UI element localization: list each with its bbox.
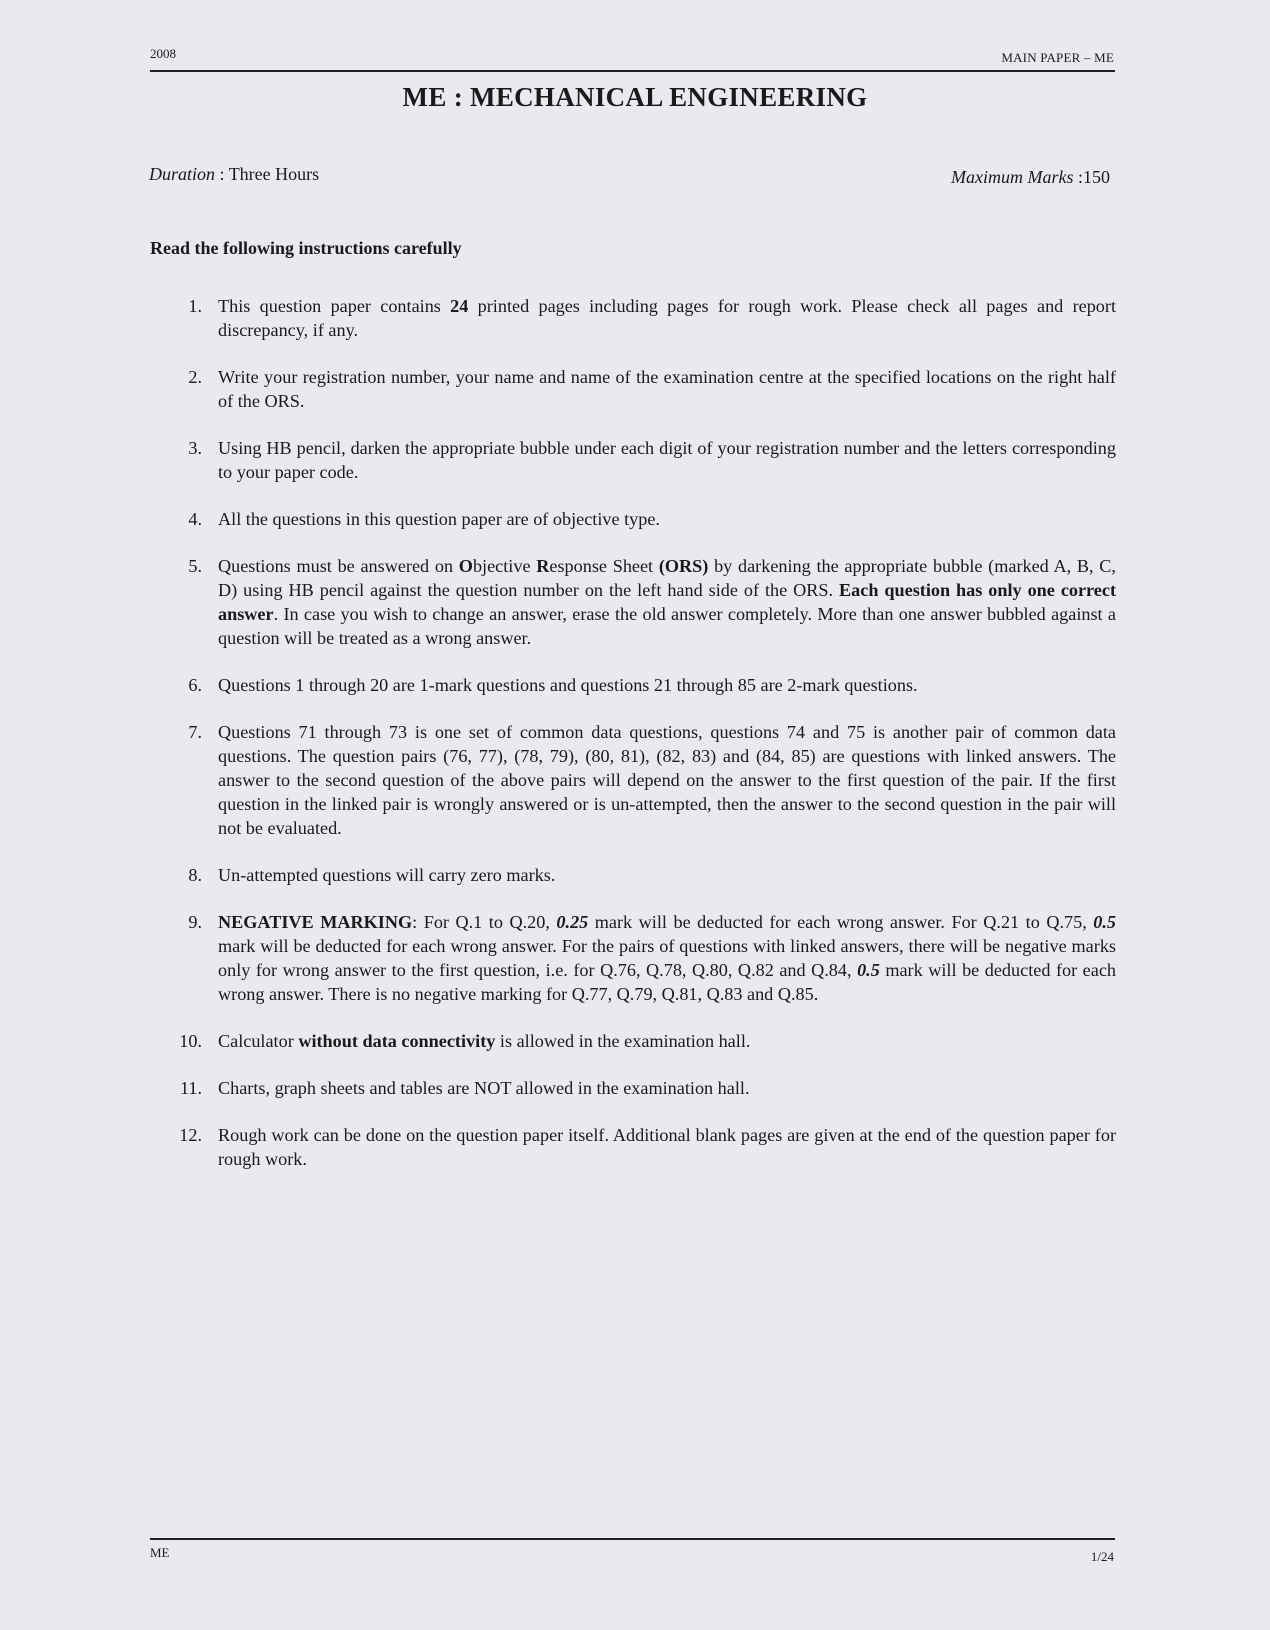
instruction-text xyxy=(218,865,555,885)
instruction-item xyxy=(150,863,1116,887)
instruction-text-part: mark will be deducted for each wrong answer. For the pairs of questions with linked answers, there will be negative marks only for wrong answer to the first question, i.e. for Q.76, Q.78, Q.80, Q.82 and Q.84, xyxy=(218,936,1116,980)
instruction-text xyxy=(218,1125,1116,1169)
instruction-number: 8. xyxy=(188,865,202,885)
instruction-text-part: This question paper contains xyxy=(218,296,451,316)
instruction-item xyxy=(150,1029,1116,1053)
instruction-item xyxy=(150,554,1116,650)
instruction-text-part: (ORS) xyxy=(658,556,709,576)
instruction-number: 11. xyxy=(179,1078,202,1098)
instruction-text-part: Each question has only one correct answer xyxy=(218,580,1117,624)
instruction-text xyxy=(218,675,918,695)
instruction-text xyxy=(218,296,1116,340)
instruction-number: 12. xyxy=(179,1125,202,1145)
instruction-text xyxy=(218,1031,750,1051)
duration-label: Duration xyxy=(149,164,216,184)
marks-value: :150 xyxy=(1073,167,1110,187)
instruction-number: 2. xyxy=(188,367,202,387)
instruction-text-part: 0.25 xyxy=(556,912,589,932)
instruction-text-part: All the questions in this question paper are of objective type. xyxy=(218,509,660,529)
instruction-number: 4. xyxy=(188,509,202,529)
instruction-text-part: Un-attempted questions will carry zero marks. xyxy=(218,865,556,885)
instruction-text xyxy=(218,438,1116,482)
duration-value: : Three Hours xyxy=(215,164,320,184)
instruction-text-part: Charts, graph sheets and tables are NOT allowed in the examination hall. xyxy=(218,1078,750,1098)
instruction-number: 6. xyxy=(188,675,202,695)
instruction-text-part: : For Q.1 to Q.20, xyxy=(412,912,557,932)
instruction-text-part: . In case you wish to change an answer, erase the old answer completely. More than one answer bubbled against a question will be treated as a wrong answer. xyxy=(218,604,1116,648)
instruction-text-part: Questions must be answered on xyxy=(218,556,459,576)
instruction-item xyxy=(150,365,1116,413)
instruction-text-part: by darkening the appropriate bubble (marked A, B, C, D) using HB pencil against the question number on the left hand side of the ORS. xyxy=(218,556,1116,600)
instruction-text xyxy=(218,367,1116,411)
page-title: ME : MECHANICAL ENGINEERING xyxy=(402,82,868,112)
instruction-text-part: Questions 71 through 73 is one set of common data questions, questions 74 and 75 is another pair of common data questions. The question pairs (76, 77), (78, 79), (80, 81), (82, 83) and (84, 85) are questions with linked answers. The answer to the second question of the above pairs will depend on the answer to the first question of the pair. If the first question in the linked pair is wrongly answered or is un-attempted, then the answer to the second question in the pair will not be evaluated. xyxy=(218,722,1116,838)
footer-code: ME xyxy=(150,1545,170,1560)
instruction-item xyxy=(150,436,1116,484)
instruction-text-part: Write your registration number, your name and name of the examination centre at the specified locations on the right half of the ORS. xyxy=(218,367,1116,411)
instruction-text xyxy=(218,556,1116,648)
instruction-text-part: R xyxy=(536,556,550,576)
footer-page-number: 1/24 xyxy=(1090,1549,1114,1564)
instruction-item xyxy=(150,910,1116,1006)
instruction-number: 5. xyxy=(188,556,202,576)
instruction-text-part: bjective xyxy=(472,556,537,576)
instruction-text-part: 0.5 xyxy=(857,960,880,980)
instruction-text-part: is allowed in the examination hall. xyxy=(495,1031,751,1051)
maximum-marks xyxy=(951,167,1110,188)
instruction-text xyxy=(218,1078,750,1098)
instruction-text xyxy=(218,912,1116,1004)
instruction-text-part: mark will be deducted for each wrong answer. There is no negative marking for Q.77, Q.79, Q.81, Q.83 and Q.85. xyxy=(218,960,1116,1004)
header-year: 2008 xyxy=(150,46,176,61)
instruction-text-part: mark will be deducted for each wrong answer. For Q.21 to Q.75, xyxy=(588,912,1094,932)
header-paper: MAIN PAPER – ME xyxy=(1001,50,1114,65)
instruction-text-part: 24 xyxy=(450,296,469,316)
instruction-text-part: Rough work can be done on the question paper itself. Additional blank pages are given at the end of the question paper for rough work. xyxy=(218,1125,1116,1169)
instruction-text-part: printed pages including pages for rough work. Please check all pages and report discrepancy, if any. xyxy=(218,296,1116,340)
instruction-number: 1. xyxy=(188,296,202,316)
instruction-text-part: Using HB pencil, darken the appropriate bubble under each digit of your registration number and the letters corresponding to your paper code. xyxy=(218,438,1116,482)
instruction-number: 7. xyxy=(188,722,202,742)
instruction-text-part: 0.5 xyxy=(1093,912,1116,932)
instruction-text-part: Calculator xyxy=(218,1031,299,1051)
instruction-text-part: NEGATIVE MARKING xyxy=(218,912,413,932)
instruction-item xyxy=(150,720,1116,840)
instruction-item xyxy=(150,294,1116,342)
instruction-item xyxy=(150,1123,1116,1171)
instruction-text-part: O xyxy=(458,556,473,576)
instructions-heading: Read the following instructions carefully xyxy=(150,238,462,258)
marks-label: Maximum Marks xyxy=(951,167,1074,187)
footer-rule xyxy=(150,1538,1115,1540)
duration xyxy=(149,164,319,185)
instruction-text-part: esponse Sheet xyxy=(549,556,659,576)
instruction-text xyxy=(218,509,660,529)
instruction-number: 10. xyxy=(179,1031,202,1051)
instruction-item xyxy=(150,507,1116,531)
instruction-number: 3. xyxy=(188,438,202,458)
header-rule xyxy=(150,70,1115,72)
instructions-list xyxy=(150,294,1116,1194)
instruction-number: 9. xyxy=(188,912,202,932)
instruction-text-part: without data connectivity xyxy=(298,1031,496,1051)
instruction-text xyxy=(218,722,1116,838)
instruction-item xyxy=(150,673,1116,697)
instruction-item xyxy=(150,1076,1116,1100)
instruction-text-part: Questions 1 through 20 are 1-mark questions and questions 21 through 85 are 2-mark questions. xyxy=(218,675,918,695)
